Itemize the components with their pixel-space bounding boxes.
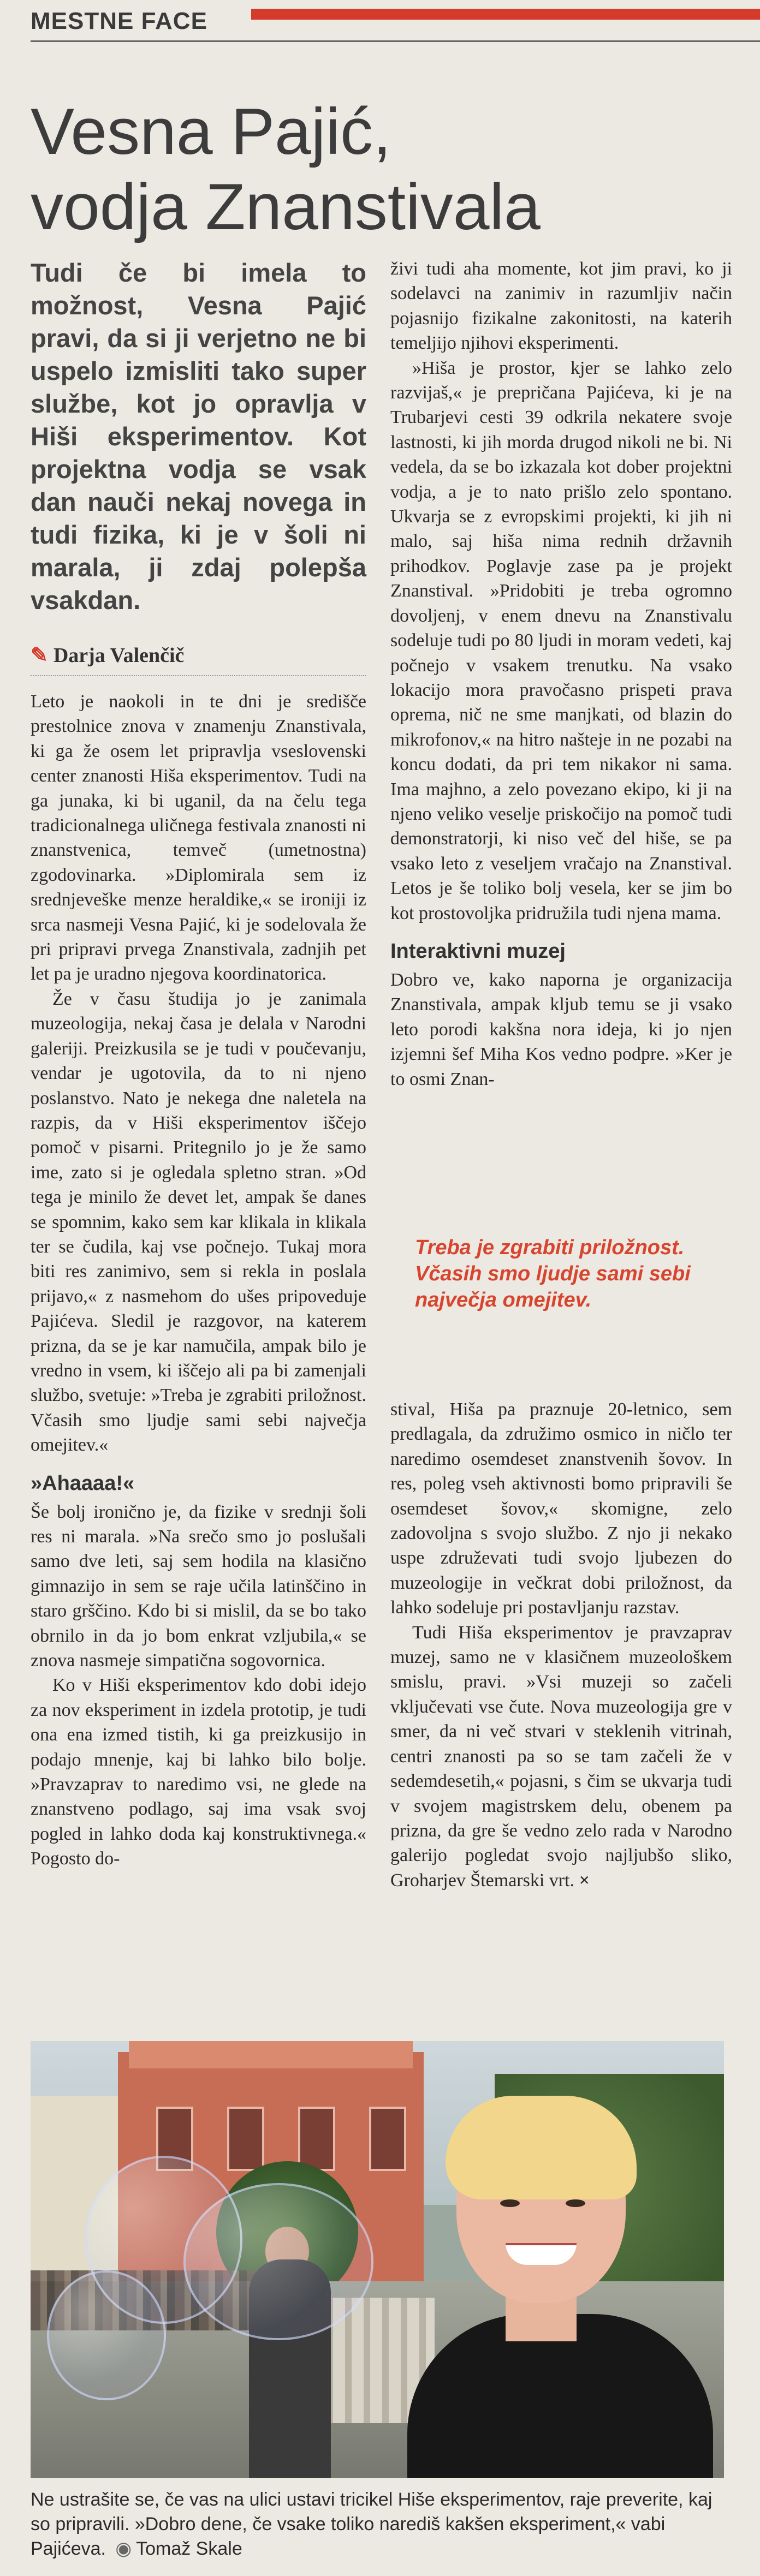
headline-line-2: vodja Znanstivala <box>31 170 541 244</box>
paragraph: Že v času študija jo je zanimala muzeologija, nekaj časa je delala v Narodni galeriji. Preizkusila se je tudi v poučevanju, vendar je ugotovila, da to ni njeno poslanstvo. Nato je nekega dne naletela na razpis, da v Hiši eksperimentov iščejo pomoč v pisarni. Pritegnilo jo je že samo ime, zato si je ogledala spletno stran. »Od tega je minilo že devet let, ampak še danes se spomnim, kako sem kar klikala in klikala ter se čudila, kaj vse počnejo. Tukaj mora biti res zanimivo, sem si rekla in poslala prijavo,« z nasmehom do ušes pripoveduje Pajićeva. Sledil je razgovor, na katerem prizna, da se je kar namučila, ampak bilo je vredno in vsem, ki iščejo ali pa bi zamenjali službo, svetuje: »Treba je zgrabiti priložnost. Včasih smo ljudje sami sebi največja omejitev.« <box>31 988 366 1456</box>
photo-woman-smile <box>506 2243 577 2265</box>
article-photo <box>31 2041 724 2478</box>
accent-rule <box>251 9 760 20</box>
author-name: Darja Valenčič <box>53 644 185 667</box>
pull-quote: Treba je zgrabiti priložnost. Včasih smo ljudje sami sebi največja omejitev. <box>415 1236 691 1311</box>
pen-icon: ✎ <box>31 644 48 667</box>
end-mark: × <box>579 1870 590 1891</box>
paragraph: Dobro ve, kako naporna je organizacija Znanstivala, ampak kljub temu se ji vsako leto porodi kakšna nora ideja, ki jo njen izjemni šef Miha Kos vedno podpre. »Ker je to osmi Znan- <box>390 969 732 1089</box>
paragraph-text: Tudi Hiša eksperimentov je pravzaprav muzej, samo ne v klasičnem muzeološkem smislu, pravi. »Vsi muzeji so začeli vključevati vse čute. Nova muzeologija gre v smer, da ni več stvari v steklenih vitrinah, centri znanosti pa so se tam začeli že v sedemdesetih,« pojasni, s čim se ukvarja tudi v svojem magistrskem delu, obenem pa prizna, da gre še vedno zelo rada v Narodno galerijo pogledat svojo najljubšo sliko, Groharjev Štemarski vrt. <box>390 1622 732 1891</box>
photo-caption <box>31 2488 729 2561</box>
paragraph: Ko v Hiši eksperimentov kdo dobi idejo za nov eksperiment in izdela prototip, je tudi ona ena izmed tistih, ki ga preizkusijo in podajo mnenje, kaj bi lahko bilo bolje. »Pravzaprav to naredimo vsi, ne glede na znanstveno podlago, saj ima vsak svoj pogled in lahko doda kaj konstruktivnega.« Pogosto do- <box>31 1675 366 1869</box>
subhead: Interaktivni muzej <box>390 939 566 963</box>
photo-window <box>369 2107 406 2171</box>
body-text-left <box>31 689 366 1871</box>
body-text-right <box>390 257 732 1092</box>
body-text-right-lower <box>390 1397 732 1893</box>
section-label: MESTNE FACE <box>31 8 207 34</box>
paragraph: stival, Hiša pa praznuje 20-letnico, sem predlagala, da združimo osmico in ničlo ter naredimo osemdeset znanstvenih šovov. In res, poleg vseh aktivnosti bomo pripravili še osemdeset šovov,« skomigne, zelo zadovoljna s svojo službo. Z njo ji nekako uspe združevati tudi svojo ljubezen do muzeologije in večkrat dobi priložnost, da lahko sodeluje pri postavljanju razstav. <box>390 1399 732 1618</box>
headline <box>31 94 729 245</box>
photo-woman-hair <box>446 2096 637 2199</box>
photo-church-pediment <box>129 2041 413 2068</box>
lead-paragraph: Tudi če bi imela to možnost, Vesna Pajić pravi, da si ji verjetno ne bi uspelo izmisliti tako super službe, kot jo opravlja v Hiši eksperimentov. Kot projektna vodja se vsak dan nauči nekaj novega in tudi fizika, ki je v šoli ni marala, ji zdaj polepša vsakdan. <box>31 258 366 615</box>
right-column <box>390 257 732 1092</box>
camera-icon: ◉ <box>115 2538 132 2559</box>
byline <box>31 643 366 676</box>
photo-eye <box>566 2199 585 2207</box>
paragraph: Še bolj ironično je, da fizike v srednji šoli res ni marala. »Na srečo smo jo poslušali samo dve leti, saj sem hodila na klasično gimnazijo in sem se raje učila latinščino in staro grščino. Kdo bi si mislil, da se bo tako obrnilo in da jo bom enkrat vzljubila,« se znova nasmeje simpatična sogovornica. <box>31 1501 366 1671</box>
photographer-credit: Tomaž Skale <box>136 2538 242 2559</box>
caption-text: Ne ustrašite se, če vas na ulici ustavi tricikel Hiše eksperimentov, raje preverite, kaj so pripravili. »Dobro dene, če vsake toliko narediš kakšen eksperiment,« vabi Pajićeva. <box>31 2489 713 2559</box>
soap-bubble <box>183 2183 373 2340</box>
paragraph: Leto je naokoli in te dni je središče prestolnice znova v znamenju Znanstivala, ki ga že osem let pripravlja vseslovenski center znanosti Hiša eksperimentov. Tudi na ga junaka, ki bi uganil, da na čelu tega tradicionalnega uličnega festivala znanosti ni znanstvenica, temveč (umetnostna) zgodovinarka. »Diplomirala sem iz srednjeveške menze heraldike,« se ironiji iz srca nasmeji Vesna Pajić, ki je sodelovala že pri pripravi prvega Znanstivala, zadnjih pet let pa je uradno njegova koordinatorica. <box>31 691 366 985</box>
photo-window <box>227 2107 264 2171</box>
soap-bubble <box>47 2270 166 2400</box>
paragraph: živi tudi aha momente, kot jim pravi, ko ji sodelavci na zanimiv in razumljiv način pojasnijo fizikalne zakonitosti, na katerih temeljijo njihovi eksperimenti. <box>390 259 732 354</box>
subhead: »Ahaaaa!« <box>31 1471 135 1495</box>
left-column <box>31 257 366 1871</box>
photo-window <box>298 2107 335 2171</box>
headline-line-1: Vesna Pajić, <box>31 95 391 169</box>
photo-eye <box>500 2199 520 2207</box>
divider <box>31 40 760 42</box>
paragraph <box>390 1620 732 1893</box>
paragraph: »Hiša je prostor, kjer se lahko zelo razvijaš,« je prepričana Pajićeva, ki je na Trubarjevi cesti 39 odkrila nekatere svoje lastnosti, ki jih morda drugod nikoli ne bi. Ni vedela, da se bo izkazala kot dober projektni vodja, a je to nato prišlo zelo spontano. Ukvarja se z evropskimi projekti, ki jih ni malo, saj hiša nima rednih državnih prihodkov. Poglavje zase pa je projekt Znanstival. »Pridobiti je treba ogromno dovoljenj, v enem dnevu na Znanstivalu sodeluje tudi po 80 ljudi in moram vedeti, kaj počnejo v vsakem trenutku. Na vsako lokacijo mora pravočasno prispeti prava oprema, nič ne sme manjkati, od blazin do mikrofonov,« na hitro našteje in ne pozabi na koncu dodati, da pri tem nikakor ni sama. Ima majhno, a zelo povezano ekipo, ki ji na njeno veliko veselje priskočijo na pomoč tudi demonstratorji, ki niso več del hiše, se pa vsako leto z veseljem vračajo na Znanstival. Letos je še toliko bolj vesela, ker se jim bo kot prostovoljka pridružila tudi njena mama. <box>390 357 732 923</box>
